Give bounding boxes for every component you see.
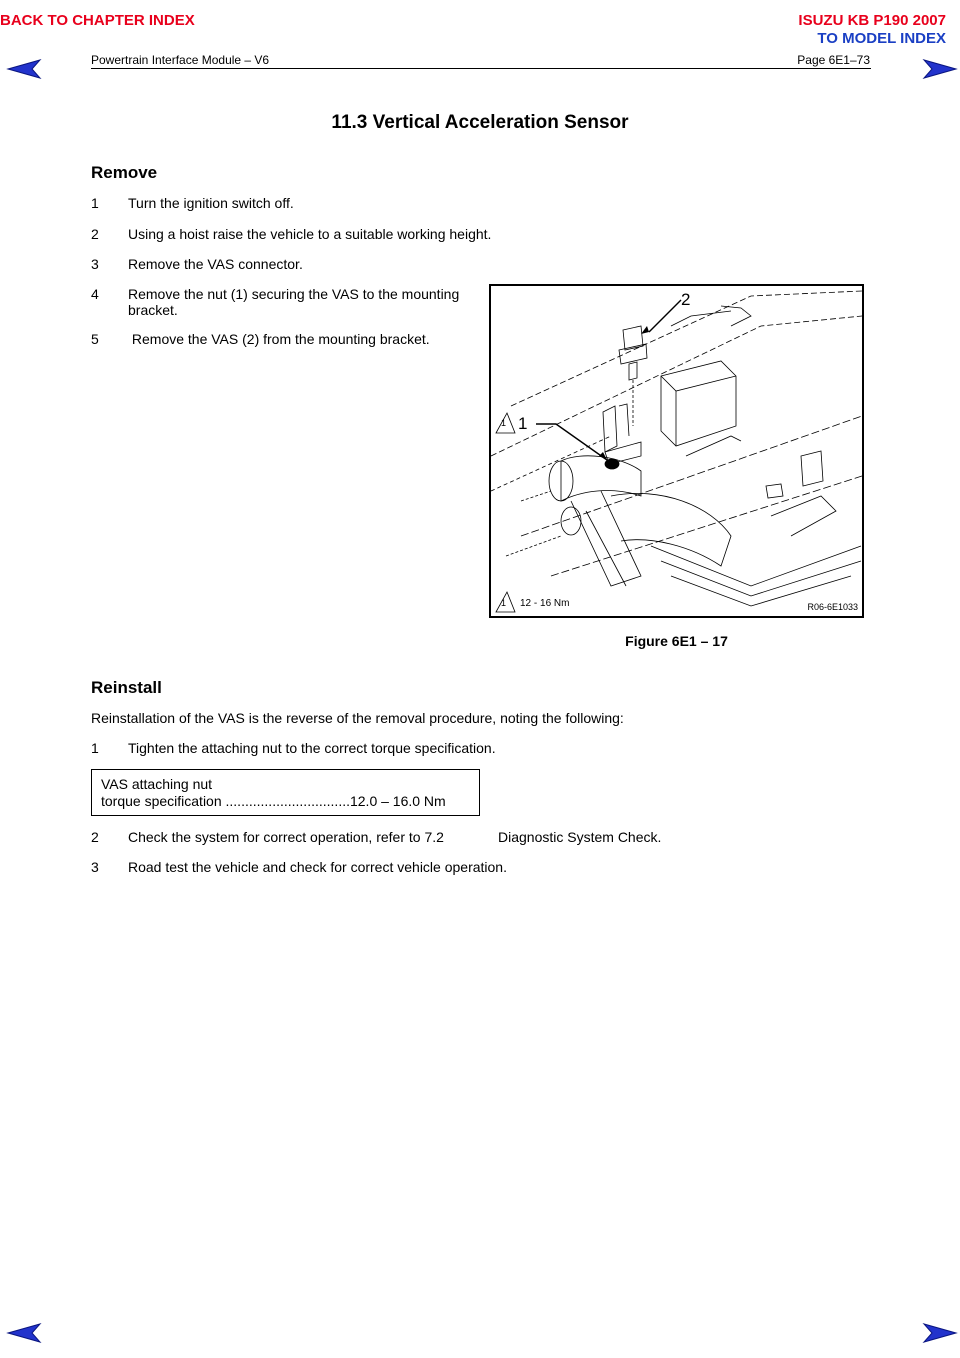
section-title: 11.3 Vertical Acceleration Sensor — [331, 112, 629, 133]
note-marker: 1 — [501, 598, 507, 608]
diagnostic-check-reference: Diagnostic System Check. — [498, 829, 662, 845]
callout-1: 1 — [518, 414, 528, 433]
reinstall-intro: Reinstallation of the VAS is the reverse of the removal procedure, noting the following: — [91, 710, 624, 726]
spec-line-1: VAS attaching nut — [101, 776, 213, 792]
step-number: 1 — [91, 740, 99, 756]
remove-step-4-line2: bracket. — [128, 302, 178, 318]
step-number: 1 — [91, 195, 99, 211]
remove-step-3: Remove the VAS connector. — [128, 256, 303, 272]
back-to-chapter-index-link[interactable]: BACK TO CHAPTER INDEX — [0, 12, 195, 29]
spec-line-2: torque specification ................................12.0 – 16.0 Nm — [101, 793, 446, 809]
vas-illustration — [489, 284, 864, 618]
arrow-left-icon[interactable] — [6, 1322, 44, 1344]
remove-step-2: Using a hoist raise the vehicle to a suitable working height. — [128, 226, 492, 242]
remove-step-1: Turn the ignition switch off. — [128, 195, 294, 211]
step-number: 3 — [91, 256, 99, 272]
header-rule — [91, 68, 871, 69]
page-number: Page 6E1–73 — [797, 53, 870, 67]
remove-heading: Remove — [91, 163, 158, 182]
figure-ref-code: R06-6E1033 — [807, 602, 858, 612]
reinstall-step-3: Road test the vehicle and check for correct vehicle operation. — [128, 859, 507, 875]
vas-line-drawing — [491, 286, 862, 616]
arrow-right-icon[interactable] — [920, 58, 958, 80]
step-number: 2 — [91, 829, 99, 845]
torque-note: 12 - 16 Nm — [520, 598, 570, 609]
step-number: 4 — [91, 286, 99, 302]
step-number: 3 — [91, 859, 99, 875]
remove-step-5: Remove the VAS (2) from the mounting bracket. — [128, 331, 430, 347]
note-marker: 1 — [501, 418, 507, 428]
arrow-right-icon[interactable] — [920, 1322, 958, 1344]
module-name: Powertrain Interface Module – V6 — [91, 53, 270, 67]
remove-step-4-line1: Remove the nut (1) securing the VAS to the mounting — [128, 286, 460, 302]
to-model-index-link[interactable]: TO MODEL INDEX — [817, 30, 946, 47]
step-number: 5 — [91, 331, 99, 347]
model-title: ISUZU KB P190 2007 — [798, 12, 946, 29]
step-number: 2 — [91, 226, 99, 242]
callout-2: 2 — [681, 290, 691, 309]
torque-spec-box — [91, 769, 480, 816]
figure-caption: Figure 6E1 – 17 — [625, 633, 728, 649]
reinstall-step-1: Tighten the attaching nut to the correct torque specification. — [128, 740, 496, 756]
reinstall-heading: Reinstall — [91, 678, 162, 697]
reinstall-step-2: Check the system for correct operation, refer to 7.2 — [128, 829, 444, 845]
arrow-left-icon[interactable] — [6, 58, 44, 80]
